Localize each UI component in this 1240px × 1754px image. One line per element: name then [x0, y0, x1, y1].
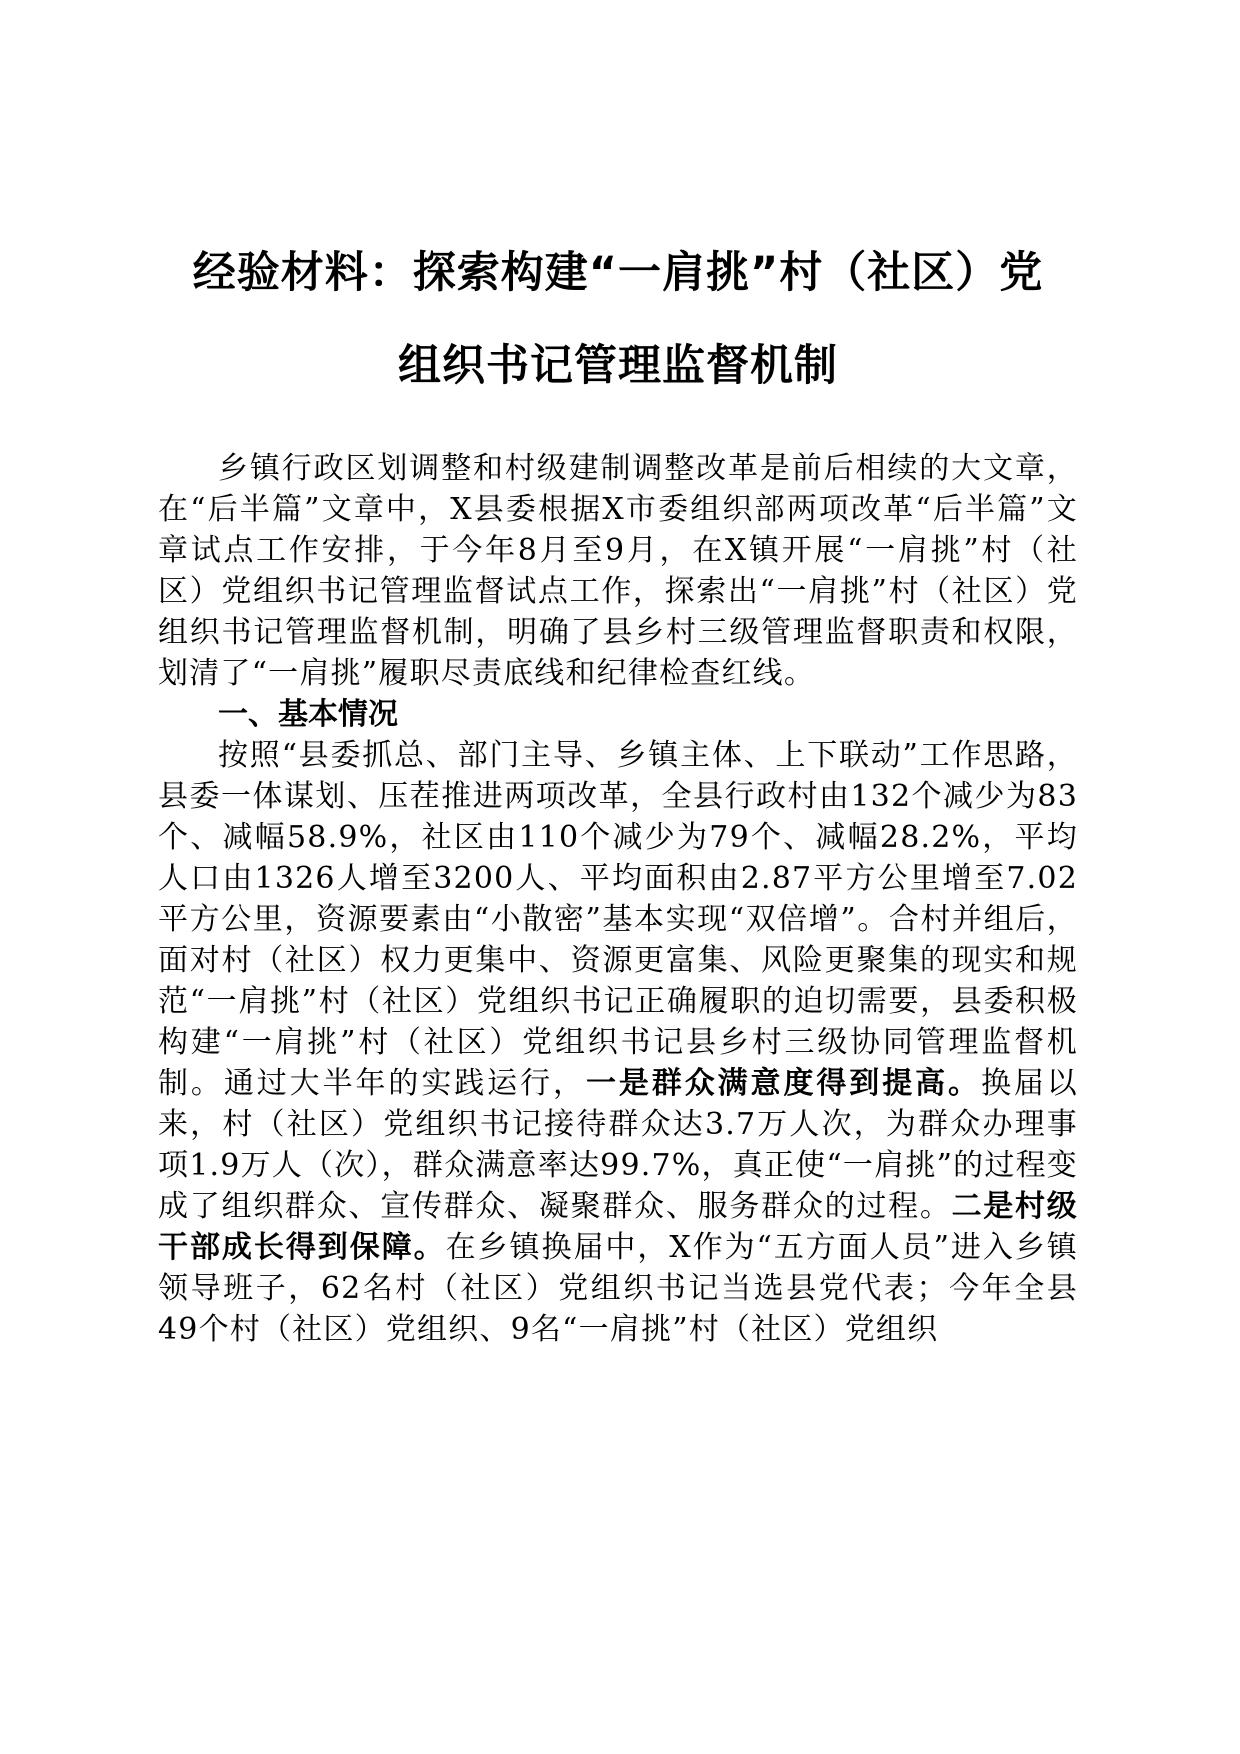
title-line-1: 经验材料：探索构建“一肩挑”村（社区）党: [192, 248, 1044, 298]
paragraph-text-part-2: 换届以来，村（社区）党组织书记接待群众达3.7万人次，为群众办理事项1.9万人（次），群众满意率达99.7%，真正使“一肩挑”的过程变成了组织群众、宣传群众、凝聚群众、服务群众的过程。: [158, 1066, 1078, 1224]
document-page: [158, 248, 1078, 1350]
section-heading-basic-situation: 一、基本情况: [218, 697, 398, 732]
paragraph-text-part-3: 在乡镇换届中，X作为“五方面人员”进入乡镇领导班子，62名村（社区）党组织书记当选县党代表；今年全县49个村（社区）党组织、9名“一肩挑”村（社区）党组织: [158, 1230, 1078, 1347]
paragraph-text-part-1: 按照“县委抓总、部门主导、乡镇主体、上下联动”工作思路，县委一体谋划、压茬推进两项改革，全县行政村由132个减少为83个、减幅58.9%，社区由110个减少为79个、减幅28.2%，平均人口由1326人增至3200人、平均面积由2.87平方公里增至7.02平方公里，资源要素由“小散密”基本实现“双倍增”。合村并组后，面对村（社区）权力更集中、资源更富集、风险更聚集的现实和规范“一肩挑”村（社区）党组织书记正确履职的迫切需要，县委积极构建“一肩挑”村（社区）党组织书记县乡村三级协同管理监督机制。通过大半年的实践运行，: [158, 738, 1078, 1101]
document-body: [158, 448, 1078, 1350]
intro-paragraph: 乡镇行政区划调整和村级建制调整改革是前后相续的大文章，在“后半篇”文章中，X县委根据X市委组织部两项改革“后半篇”文章试点工作安排，于今年8月至9月，在X镇开展“一肩挑”村（社区）党组织书记管理监督试点工作，探索出“一肩挑”村（社区）党组织书记管理监督机制，明确了县乡村三级管理监督职责和权限，划清了“一肩挑”履职尽责底线和纪律检查红线。: [158, 451, 1078, 691]
highlight-satisfaction: 一是群众满意度得到提高。: [585, 1066, 981, 1101]
highlight-cadre-growth: 二是村级干部成长得到保障。: [158, 1189, 1078, 1265]
title-line-2: 组织书记管理监督机制: [398, 341, 838, 391]
basic-situation-paragraph: [158, 735, 1078, 1350]
document-title: [158, 248, 1078, 391]
